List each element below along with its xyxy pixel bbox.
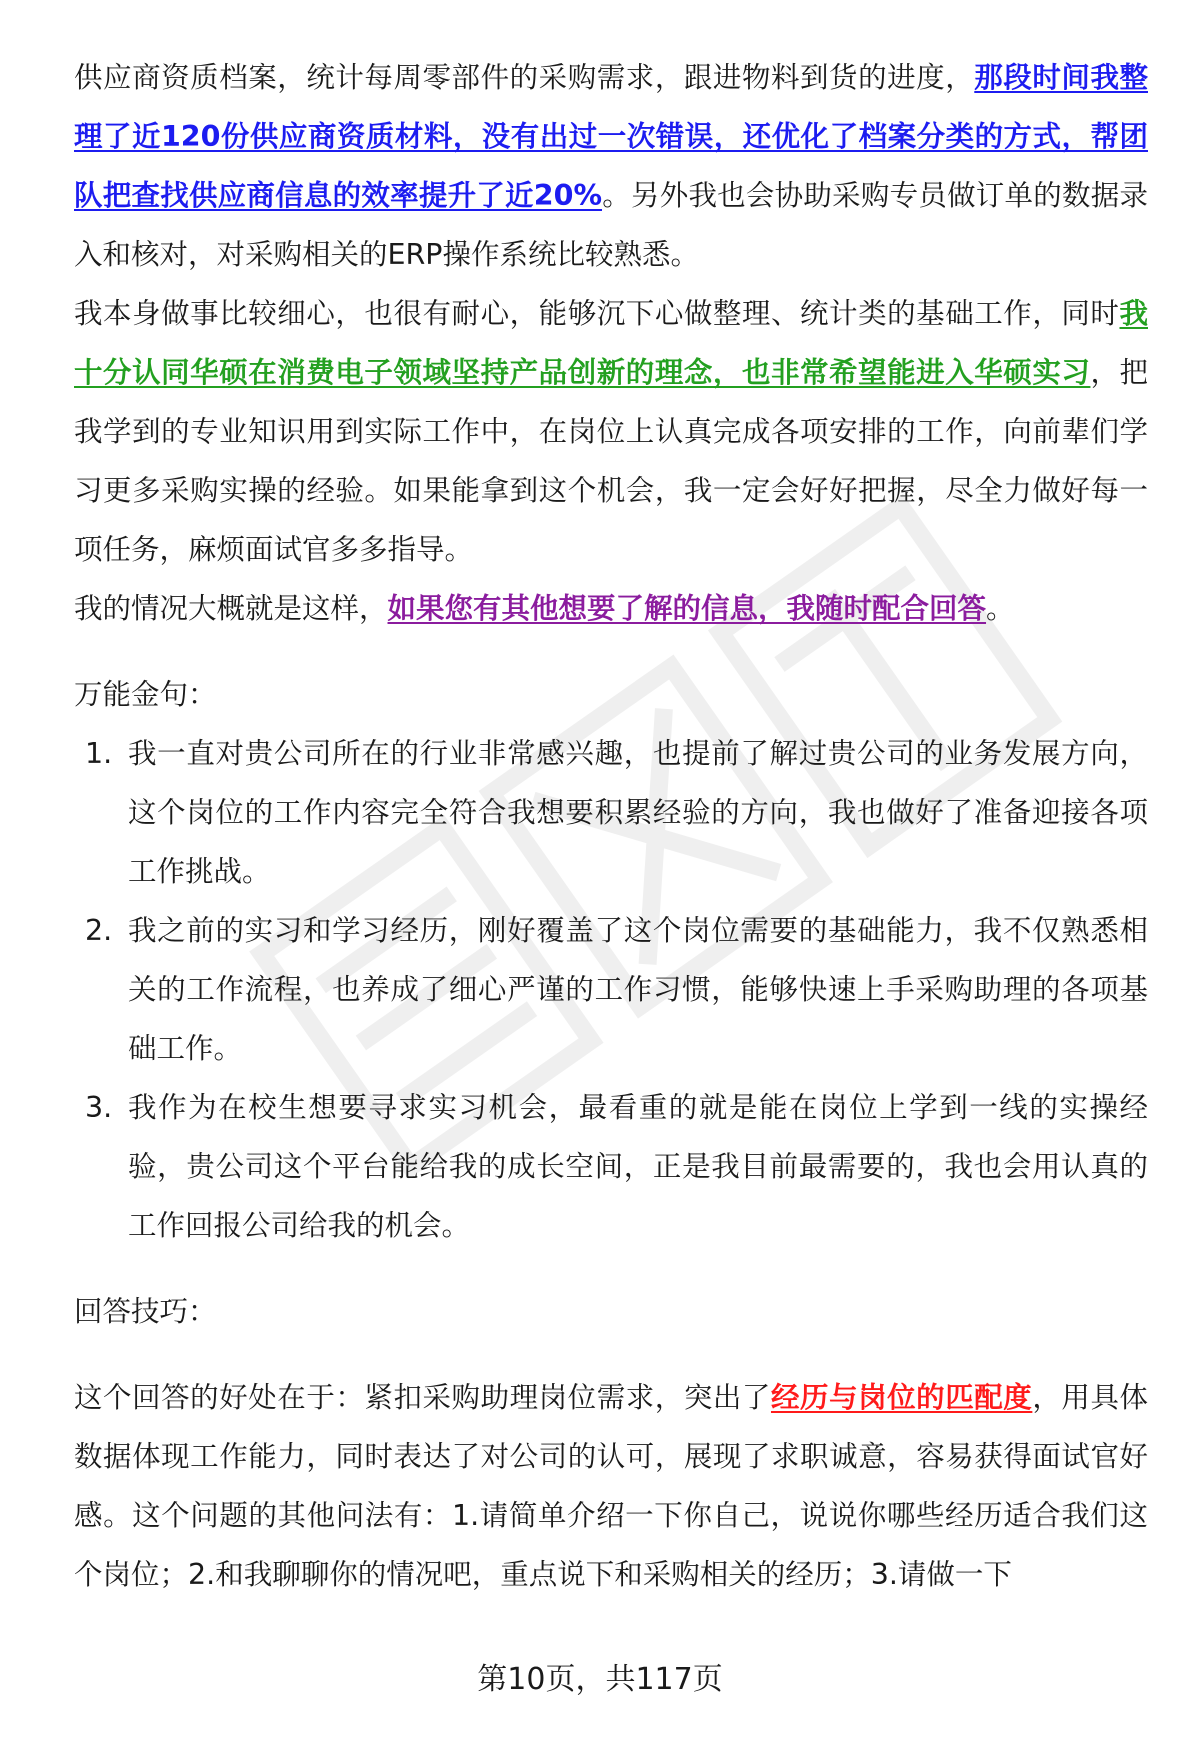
list-item-text: 我之前的实习和学习经历，刚好覆盖了这个岗位需要的基础能力，我不仅熟悉相关的工作流程，也养成了细心严谨的工作习惯，能够快速上手采购助理的各项基础工作。 [128,914,1148,1065]
paragraph3-text-before: 我的情况大概就是这样， [74,592,388,625]
document-body [74,48,1148,1604]
list-item-text: 我作为在校生想要寻求实习机会，最看重的就是能在岗位上学到一线的实操经验，贵公司这个平台能给我的成长空间，正是我目前最需要的，我也会用认真的工作回报公司给我的机会。 [128,1091,1148,1242]
list-item-text: 我一直对贵公司所在的行业非常感兴趣，也提前了解过贵公司的业务发展方向，这个岗位的工作内容完全符合我想要积累经验的方向，我也做好了准备迎接各项工作挑战。 [128,737,1148,888]
list-item [74,1078,1148,1255]
paragraph2-text-after: ，把我学到的专业知识用到实际工作中，在岗位上认真完成各项安排的工作，向前辈们学习更多采购实操的经验。如果能拿到这个机会，我一定会好好把握，尽全力做好每一项任务，麻烦面试官多多指导。 [74,356,1148,566]
paragraph2-highlight: 我十分认同华硕在消费电子领域坚持产品创新的理念，也非常希望能进入华硕实习 [74,297,1148,389]
list-item [74,724,1148,901]
paragraph-closing [74,579,1148,638]
list-item-number: 3. [85,1091,113,1124]
answer-tips-heading: 回答技巧： [74,1295,217,1328]
list-item-number: 2. [85,914,113,947]
tips-highlight: 经历与岗位的匹配度 [770,1381,1033,1414]
list-item-number: 1. [85,737,113,770]
paragraph-personal-traits [74,284,1148,579]
paragraph2-text-before: 我本身做事比较细心，也很有耐心，能够沉下心做整理、统计类的基础工作，同时 [74,297,1120,330]
tips-text-before: 这个回答的好处在于：紧扣采购助理岗位需求，突出了 [74,1381,771,1414]
list-item [74,901,1148,1078]
paragraph1-text-after: 。另外我也会协助采购专员做订单的数据录入和核对，对采购相关的ERP操作系统比较熟悉。 [74,179,1148,271]
page-number-footer: 第10页，共117页 [477,1662,723,1697]
paragraph-internship-experience [74,48,1148,284]
paragraph3-highlight: 如果您有其他想要了解的信息，我随时配合回答 [387,592,987,625]
paragraph-answer-tips [74,1368,1148,1604]
tips-text-after: ，用具体数据体现工作能力，同时表达了对公司的认可，展现了求职诚意，容易获得面试官好感。这个问题的其他问法有：1.请简单介绍一下你自己，说说你哪些经历适合我们这个岗位；2.和我聊聊你的情况吧，重点说下和采购相关的经历；3.请做一下 [74,1381,1148,1591]
paragraph3-text-after: 。 [986,592,1015,625]
golden-sentences-heading: 万能金句： [74,678,217,711]
golden-sentences-list [74,724,1148,1255]
paragraph1-highlight: 那段时间我整理了近120份供应商资质材料，没有出过一次错误，还优化了档案分类的方式，帮团队把查找供应商信息的效率提升了近20% [74,61,1148,212]
paragraph1-text-before: 供应商资质档案，统计每周零部件的采购需求，跟进物料到货的进度， [74,61,975,94]
